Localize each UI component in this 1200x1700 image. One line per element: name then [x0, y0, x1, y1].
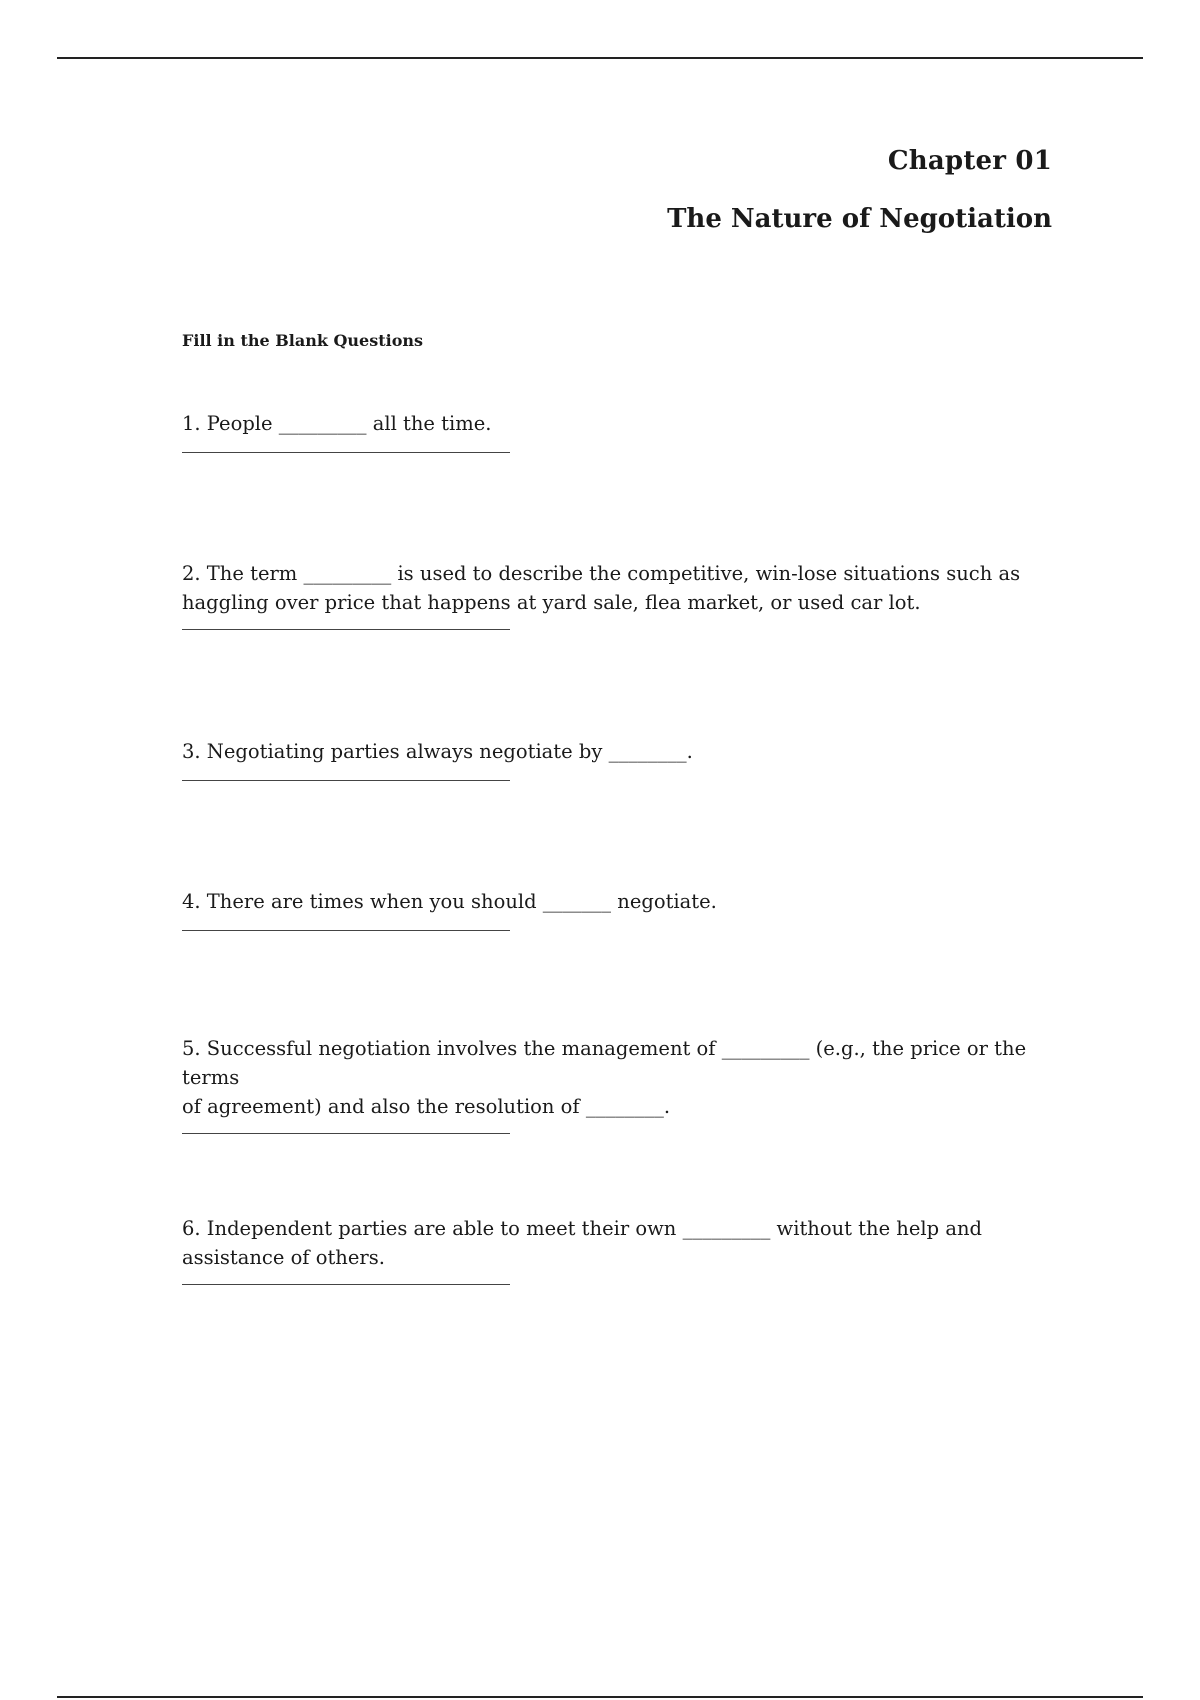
question-2: [182, 559, 1062, 630]
question-4: [182, 887, 1062, 931]
chapter-number: Chapter 01: [887, 146, 1052, 176]
question-text: 3. Negotiating parties always negotiate by ________.: [182, 740, 693, 763]
question-text: 6. Independent parties are able to meet their own _________ without the help and assistance of others.: [182, 1217, 982, 1269]
bottom-rule: [57, 1696, 1143, 1698]
top-rule: [57, 57, 1143, 59]
question-text: 2. The term _________ is used to describe the competitive, win-lose situations such as haggling over price that happens at yard sale, flea market, or used car lot.: [182, 562, 1021, 614]
question-1: [182, 409, 1062, 453]
answer-blank[interactable]: [182, 452, 510, 453]
answer-blank[interactable]: [182, 780, 510, 781]
chapter-title: The Nature of Negotiation: [667, 204, 1052, 234]
question-text: 1. People _________ all the time.: [182, 412, 492, 435]
answer-blank[interactable]: [182, 1284, 510, 1285]
answer-blank[interactable]: [182, 629, 510, 630]
question-text: 4. There are times when you should _______ negotiate.: [182, 890, 717, 913]
question-5: [182, 1034, 1062, 1134]
question-3: [182, 737, 1062, 781]
question-text: 5. Successful negotiation involves the management of _________ (e.g., the price or the terms of agreement) and also the resolution of ________.: [182, 1037, 1027, 1118]
section-heading: Fill in the Blank Questions: [182, 331, 424, 350]
answer-blank[interactable]: [182, 930, 510, 931]
question-6: [182, 1214, 1062, 1285]
answer-blank[interactable]: [182, 1133, 510, 1134]
